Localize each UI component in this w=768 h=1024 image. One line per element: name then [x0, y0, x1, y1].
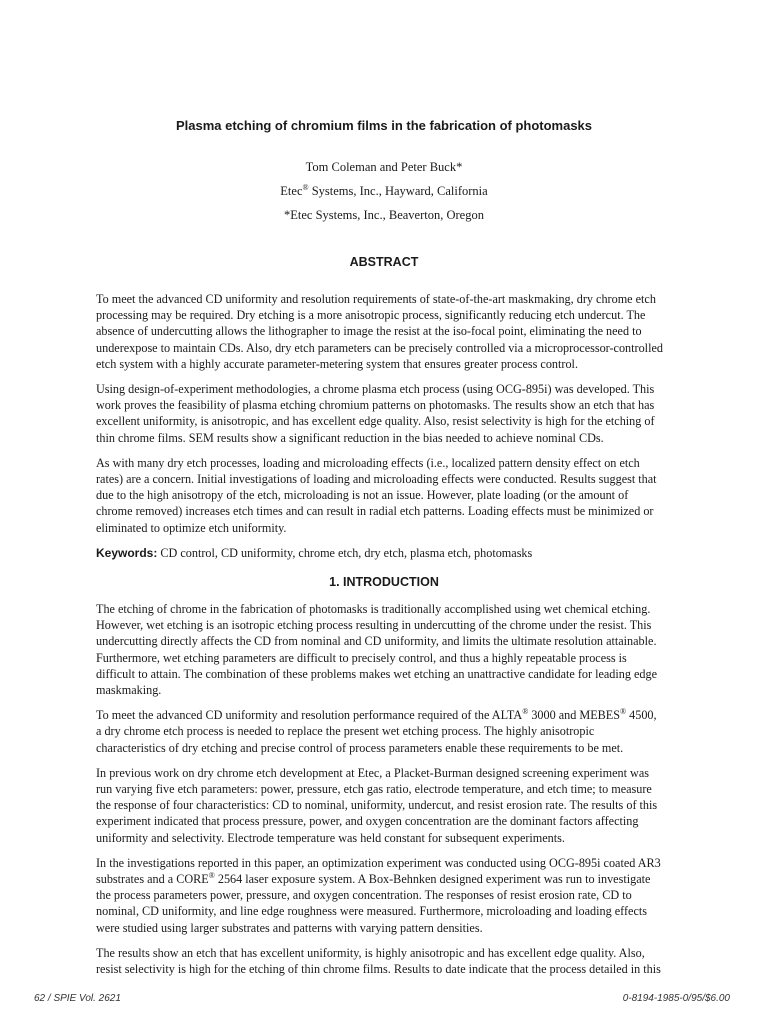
keywords-label: Keywords: — [96, 545, 158, 560]
abstract-paragraph-1: To meet the advanced CD uniformity and resolution requirements of state-of-the-art maskmaking, dry chrome etch processing may be required. Dry etching is a more anisotropic process, significantly reducing etch undercut. The absence of undercutting allows the lithographer to image the resist at the iso-focal point, eliminating the need to underexpose to maintain CDs. Also, dry etch parameters can be precisely controlled via a microprocessor-controlled etch system with a highly accurate parameter-metering system that ensures greater process control. — [96, 292, 663, 371]
introduction-heading: 1. INTRODUCTION — [329, 575, 439, 589]
abstract-paragraph-3: As with many dry etch processes, loading and microloading effects (i.e., localized pattern density effect on etch rates) are a concern. Initial investigations of loading and microloading effects were conducted. Results suggest that due to the high anisotropy of the etch, microloading is not an issue. However, plate loading (or the amount of chrome removed) increases etch times and can result in radial etch patterns. Loading effects must be minimized or eliminated to optimize etch uniformity. — [96, 455, 657, 535]
affiliation-2: *Etec Systems, Inc., Beaverton, Oregon — [284, 208, 484, 222]
footer-isbn: 0-8194-1985-0/95/$6.00 — [622, 993, 730, 1004]
intro-paragraph-1: The etching of chrome in the fabrication of photomasks is traditionally accomplished using wet chemical etching. However, wet etching is an isotropic etching process resulting in undercutting of the chrome under the resist. This undercutting directly affects the CD from nominal and CD uniformity, and limits the ultimate resolution attainable. Furthermore, wet etching parameters are difficult to precisely control, and thus a highly repeatable process is difficult to attain. The combination of these problems makes wet etching an unattractive candidate for leading edge maskmaking. — [96, 602, 657, 698]
footer-page-citation: 62 / SPIE Vol. 2621 — [34, 993, 121, 1004]
intro-paragraph-3: In previous work on dry chrome etch development at Etec, a Placket-Burman designed screening experiment was run varying five etch parameters: power, pressure, etch gas ratio, electrode temperature, and etch time; to measure the response of four characteristics: CD to nominal, uniformity, undercut, and resist erosion rate. The results of this experiment indicated that process pressure, power, and oxygen concentration are the dominant factors affecting uniformity and selectivity. Electrode temperature was held constant for subsequent experiments. — [96, 765, 658, 845]
keywords-text: CD control, CD uniformity, chrome etch, dry etch, plasma etch, photomasks — [157, 545, 533, 560]
intro-paragraph-5: The results show an etch that has excellent uniformity, is highly anisotropic and has excellent edge quality. Also, resist selectivity is high for the etching of thin chrome films. Results to date indicate that the process detailed in this — [96, 945, 661, 977]
keywords-line — [96, 545, 686, 561]
intro-paragraph-4: In the investigations reported in this paper, an optimization experiment was conducted using OCG-895i coated AR3 substrates and a CORE® 2564 laser exposure system. A Box-Behnken designed experiment was run to investigate the process parameters power, pressure, and oxygen concentration. The responses of resist erosion rate, CD to nominal, CD uniformity, and line edge roughness were measured. Furthermore, microloading and loading effects were studied using larger substrates and patterns with varying pattern densities. — [96, 855, 661, 935]
abstract-heading: ABSTRACT — [349, 255, 419, 269]
intro-paragraph-2: To meet the advanced CD uniformity and resolution performance required of the ALTA® 3000 and MEBES® 4500, a dry chrome etch process is needed to replace the present wet etching process. The highly anisotropic characteristics of dry etching and precise control of process parameters enable these requirements to be met. — [96, 707, 657, 755]
paper-title: Plasma etching of chromium films in the fabrication of photomasks — [175, 118, 593, 133]
abstract-body — [96, 291, 686, 570]
introduction-body — [96, 601, 686, 986]
affiliation-1: Etec® Systems, Inc., Hayward, California — [280, 183, 488, 198]
author-block — [0, 155, 768, 227]
abstract-paragraph-2: Using design-of-experiment methodologies, a chrome plasma etch process (using OCG-895i) was developed. This work proves the feasibility of plasma etching chromium patterns on photomasks. The results show an etch that has excellent uniformity, is anisotropic, and has excellent edge quality. Also, resist selectivity is high for the etching of thin chrome films. SEM results show a significant reduction in the bias needed to achieve nominal CDs. — [96, 382, 655, 445]
author-names: Tom Coleman and Peter Buck* — [305, 160, 463, 174]
